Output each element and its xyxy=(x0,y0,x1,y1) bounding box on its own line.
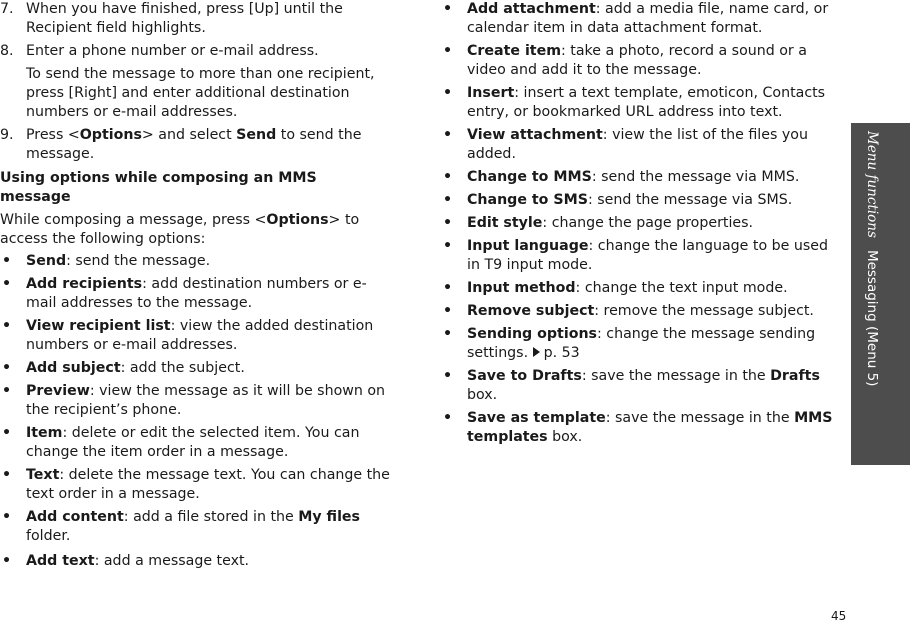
list-item: • Create item: take a photo, record a sound or a video and add it to the message. xyxy=(443,43,807,78)
options-list-left xyxy=(0,252,392,571)
bullet-icon: • xyxy=(443,85,453,101)
list-item: • Save as template: save the message in the MMS templates box. xyxy=(443,410,833,445)
step-number: 7. xyxy=(0,1,14,17)
options-key: Options xyxy=(79,127,142,143)
bullet-icon: • xyxy=(443,238,453,254)
bullet-icon: • xyxy=(2,553,12,569)
step-text: When you have finished, press [Up] until the Recipient field highlights. xyxy=(26,1,343,36)
list-item: • Remove subject: remove the message subject. xyxy=(443,303,814,319)
page-number: 45 xyxy=(831,609,847,623)
section-tab-label xyxy=(864,131,880,386)
section-tab xyxy=(851,123,910,465)
section-heading: Using options while composing an MMS message xyxy=(0,170,317,205)
list-item: • Input method: change the text input mode. xyxy=(443,280,788,296)
bullet-icon: • xyxy=(443,368,453,384)
bullet-icon: • xyxy=(443,1,453,17)
list-item: • Send: send the message. xyxy=(2,253,211,269)
bullet-icon: • xyxy=(2,318,12,334)
bullet-icon: • xyxy=(2,360,12,376)
list-item: • Input language: change the language to be used in T9 input mode. xyxy=(443,238,828,273)
page-reference-arrow-icon xyxy=(533,347,540,357)
list-item: • View recipient list: view the added destination numbers or e-mail addresses. xyxy=(2,318,374,353)
bullet-icon: • xyxy=(2,383,12,399)
bullet-icon: • xyxy=(443,192,453,208)
bullet-icon: • xyxy=(2,276,12,292)
list-item: • Add attachment: add a media file, name card, or calendar item in data attachment format. xyxy=(443,1,829,36)
bullet-icon: • xyxy=(443,169,453,185)
bullet-icon: • xyxy=(443,127,453,143)
list-item: • Save to Drafts: save the message in the Drafts box. xyxy=(443,368,820,403)
list-item: • Change to SMS: send the message via SMS. xyxy=(443,192,793,208)
list-item: • Add subject: add the subject. xyxy=(2,360,245,376)
list-item: • Item: delete or edit the selected item. You can change the item order in a message. xyxy=(2,425,360,460)
list-item: • Preview: view the message as it will be shown on the recipient’s phone. xyxy=(2,383,386,418)
bullet-icon: • xyxy=(443,280,453,296)
send-option: Send xyxy=(236,127,277,143)
step-text: Enter a phone number or e-mail address. xyxy=(26,43,319,59)
list-item: • Add recipients: add destination numbers or e-mail addresses to the message. xyxy=(2,276,367,311)
section-intro: While composing a message, press <Options> to access the following options: xyxy=(0,212,360,247)
section-tab-title: Menu functions xyxy=(864,131,880,238)
options-key: Options xyxy=(266,212,329,228)
list-item: • Insert: insert a text template, emoticon, Contacts entry, or bookmarked URL address into text. xyxy=(443,85,826,120)
bullet-icon: • xyxy=(2,509,12,525)
bullet-icon: • xyxy=(443,410,453,426)
list-item: • Change to MMS: send the message via MMS. xyxy=(443,169,800,185)
right-column xyxy=(441,0,836,447)
list-item: • Edit style: change the page properties. xyxy=(443,215,754,231)
bullet-icon: • xyxy=(2,253,12,269)
step-8 xyxy=(0,42,392,61)
list-item: • View attachment: view the list of the files you added. xyxy=(443,127,808,162)
step-number: 8. xyxy=(0,43,14,59)
step-9: 9. Press <Options> and select Send to send the message. xyxy=(0,127,362,162)
list-item: • Text: delete the message text. You can change the text order in a message. xyxy=(2,467,390,502)
section-tab-subtitle: Messaging (Menu 5) xyxy=(864,249,880,387)
bullet-icon: • xyxy=(443,303,453,319)
step-7 xyxy=(0,0,392,38)
bullet-icon: • xyxy=(443,215,453,231)
page-reference: p. 53 xyxy=(543,345,580,361)
left-column xyxy=(0,0,392,571)
list-item: • Add content: add a file stored in the My files folder. xyxy=(2,509,361,544)
list-item: • Sending options: change the message sending settings. p. 53 xyxy=(443,326,816,361)
bullet-icon: • xyxy=(443,43,453,59)
bullet-icon: • xyxy=(2,425,12,441)
list-item: • Add text: add a message text. xyxy=(2,553,250,569)
bullet-icon: • xyxy=(443,326,453,342)
bullet-icon: • xyxy=(2,467,12,483)
step-number: 9. xyxy=(0,127,14,143)
step-8-note: To send the message to more than one recipient, press [Right] and enter additional destination numbers or e-mail addresses. xyxy=(26,66,375,120)
